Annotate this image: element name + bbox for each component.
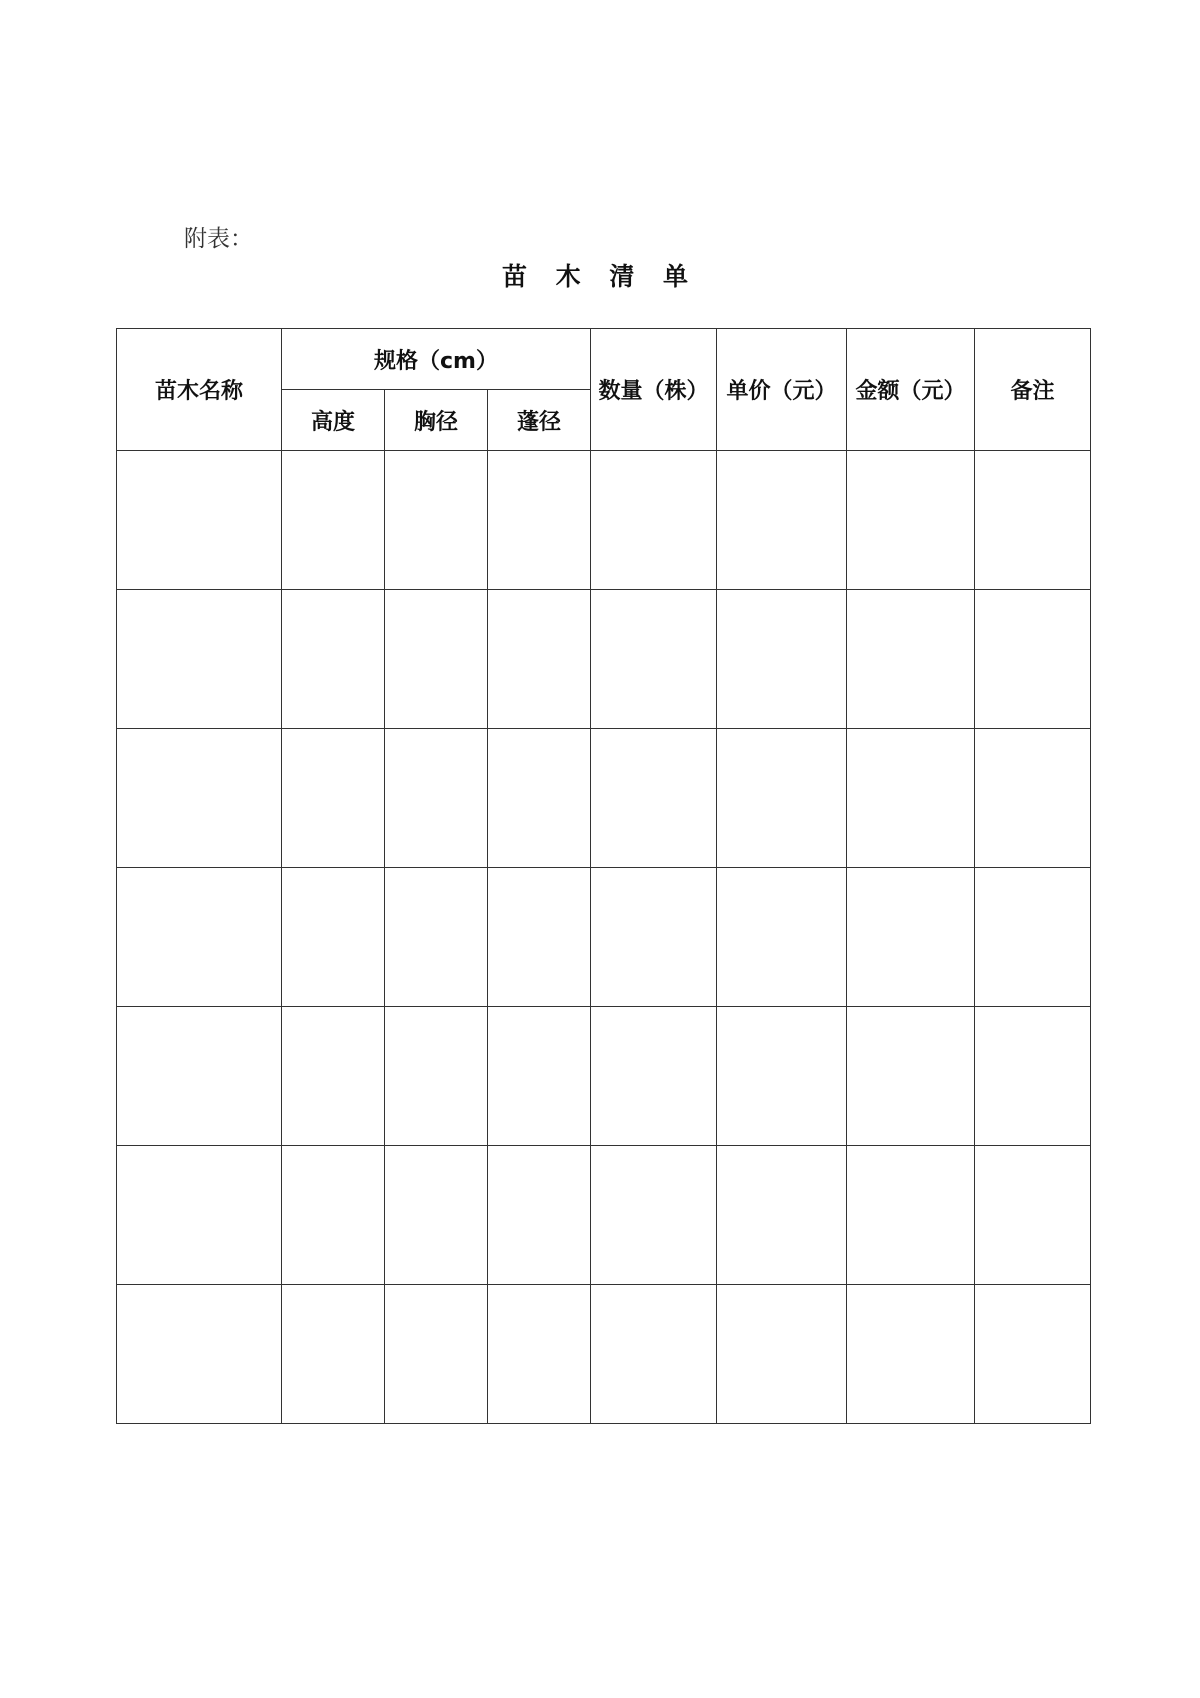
cell-seedling-name (117, 590, 282, 729)
header-seedling-name: 苗木名称 (117, 329, 282, 451)
document-title: 苗 木 清 单 (501, 262, 699, 291)
cell-crown-diameter (488, 868, 591, 1007)
cell-quantity (591, 1285, 717, 1424)
cell-unit-price (717, 729, 847, 868)
cell-amount (847, 868, 975, 1007)
cell-quantity (591, 868, 717, 1007)
header-remarks: 备注 (975, 329, 1091, 451)
cell-remarks (975, 1285, 1091, 1424)
cell-unit-price (717, 868, 847, 1007)
cell-amount (847, 451, 975, 590)
header-specification: 规格（cm） (282, 329, 591, 390)
cell-crown-diameter (488, 1007, 591, 1146)
cell-chest-diameter (385, 1007, 488, 1146)
header-chest-diameter: 胸径 (385, 390, 488, 451)
cell-amount (847, 590, 975, 729)
cell-chest-diameter (385, 1146, 488, 1285)
cell-height (282, 1285, 385, 1424)
appendix-label: 附表： (184, 226, 253, 252)
cell-crown-diameter (488, 451, 591, 590)
cell-chest-diameter (385, 868, 488, 1007)
cell-quantity (591, 590, 717, 729)
cell-height (282, 590, 385, 729)
cell-quantity (591, 1146, 717, 1285)
cell-chest-diameter (385, 451, 488, 590)
cell-height (282, 868, 385, 1007)
cell-crown-diameter (488, 729, 591, 868)
cell-height (282, 1007, 385, 1146)
cell-seedling-name (117, 868, 282, 1007)
header-amount: 金额（元） (847, 329, 975, 451)
cell-quantity (591, 1007, 717, 1146)
table-row (117, 451, 1091, 590)
cell-height (282, 451, 385, 590)
cell-amount (847, 729, 975, 868)
cell-crown-diameter (488, 1285, 591, 1424)
cell-seedling-name (117, 729, 282, 868)
cell-unit-price (717, 1146, 847, 1285)
cell-seedling-name (117, 1146, 282, 1285)
cell-remarks (975, 451, 1091, 590)
cell-unit-price (717, 1007, 847, 1146)
cell-remarks (975, 729, 1091, 868)
cell-remarks (975, 1007, 1091, 1146)
cell-seedling-name (117, 451, 282, 590)
cell-crown-diameter (488, 1146, 591, 1285)
cell-seedling-name (117, 1007, 282, 1146)
cell-height (282, 1146, 385, 1285)
header-quantity: 数量（株） (591, 329, 717, 451)
cell-chest-diameter (385, 590, 488, 729)
table-row (117, 590, 1091, 729)
table-row (117, 1285, 1091, 1424)
cell-chest-diameter (385, 729, 488, 868)
cell-crown-diameter (488, 590, 591, 729)
cell-remarks (975, 1146, 1091, 1285)
table-row (117, 868, 1091, 1007)
cell-amount (847, 1007, 975, 1146)
cell-remarks (975, 868, 1091, 1007)
cell-quantity (591, 729, 717, 868)
header-unit-price: 单价（元） (717, 329, 847, 451)
header-height: 高度 (282, 390, 385, 451)
cell-seedling-name (117, 1285, 282, 1424)
cell-chest-diameter (385, 1285, 488, 1424)
table-body (117, 451, 1091, 1424)
header-crown-diameter: 蓬径 (488, 390, 591, 451)
seedling-list-table (116, 328, 1091, 1424)
table-row (117, 729, 1091, 868)
cell-unit-price (717, 1285, 847, 1424)
cell-height (282, 729, 385, 868)
cell-remarks (975, 590, 1091, 729)
table-row (117, 1146, 1091, 1285)
cell-quantity (591, 451, 717, 590)
cell-unit-price (717, 590, 847, 729)
cell-amount (847, 1285, 975, 1424)
table-row (117, 1007, 1091, 1146)
cell-unit-price (717, 451, 847, 590)
cell-amount (847, 1146, 975, 1285)
